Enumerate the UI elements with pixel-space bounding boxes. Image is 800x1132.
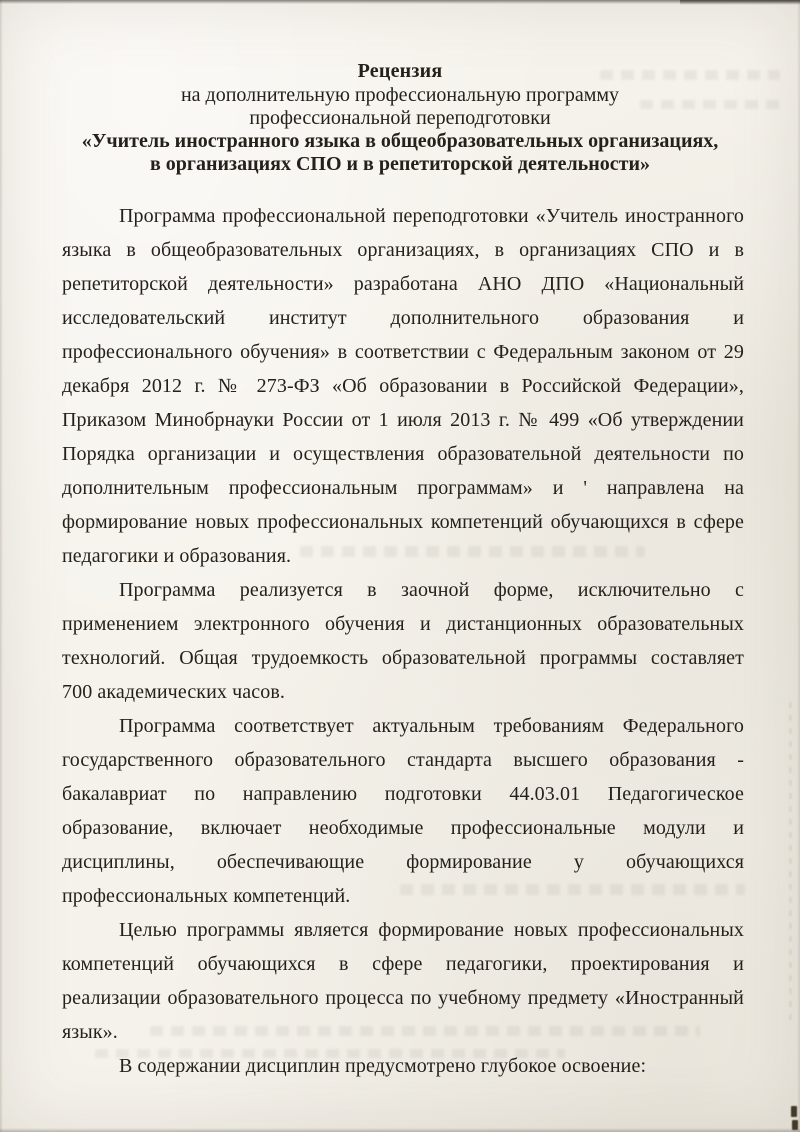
bleed-through-artifact [300, 546, 645, 557]
text-line: Программа соответствует актуальным требованиям Федерального [119, 715, 744, 737]
text-line: Порядка организации и осуществления образовательной деятельности по [62, 443, 744, 465]
scan-blemish-mark [791, 1106, 797, 1117]
program-title-line-1: «Учитель иностранного языка в общеобразовательных организациях, [81, 130, 719, 152]
text-line: 700 академических часов. [62, 681, 285, 703]
text-line: применением электронного обучения и дистанционных образовательных [62, 613, 744, 635]
scan-edge-top-right-artifact [680, 0, 800, 5]
scan-blemish-mark [792, 1120, 798, 1130]
text-line: профессионального обучения» в соответствии с Федеральным законом от 29 [62, 341, 744, 363]
bleed-through-artifact [400, 884, 745, 895]
bleed-through-artifact [640, 100, 780, 109]
text-line: Программа профессиональной переподготовки «Учитель иностранного [119, 205, 744, 227]
text-line: компетенций обучающихся в сфере педагогики, проектирования и [62, 953, 744, 975]
scan-edge-bottom-artifact [0, 1128, 800, 1132]
text-line: государственного образовательного стандарта высшего образования - [62, 749, 744, 771]
bleed-through-artifact [789, 700, 792, 1020]
text-line: Целью программы является формирование новых профессиональных [119, 919, 744, 941]
bleed-through-artifact [600, 70, 780, 80]
text-line: репетиторской деятельности» разработана АНО ДПО «Национальный [62, 273, 744, 295]
text-line: декабря 2012 г. № 273-ФЗ «Об образовании в Российской Федерации», [62, 375, 744, 397]
text-line: формирование новых профессиональных компетенций обучающихся в сфере [62, 511, 744, 533]
text-line: профессиональных компетенций. [62, 885, 351, 907]
bleed-through-artifact [95, 1049, 565, 1058]
scan-edge-left-artifact [0, 0, 3, 1132]
document-title: Рецензия [357, 60, 443, 82]
text-line: Программа реализуется в заочной форме, исключительно с [119, 579, 744, 601]
text-line: бакалавриат по направлению подготовки 44.03.01 Педагогическое [62, 783, 744, 805]
text-line: технологий. Общая трудоемкость образовательной программы составляет [62, 647, 744, 669]
text-line: дополнительным профессиональным программам» и ' направлена на [62, 477, 744, 499]
text-line: образование, включает необходимые профессиональные модули и [62, 817, 744, 839]
document-subtitle-line-2: профессиональной переподготовки [249, 107, 551, 129]
text-line: В содержании дисциплин предусмотрено глубокое освоение: [119, 1055, 647, 1077]
document-subtitle-line-1: на дополнительную профессиональную программу [180, 84, 620, 106]
text-line: Приказом Минобрнауки России от 1 июля 2013 г. № 499 «Об утверждении [62, 409, 744, 431]
text-line: реализации образовательного процесса по учебному предмету «Иностранный [62, 987, 744, 1009]
program-title-line-2: в организациях СПО и в репетиторской деятельности» [150, 153, 650, 175]
text-line: языка в общеобразовательных организациях, в организациях СПО и в [62, 239, 744, 261]
text-line: язык». [62, 1021, 118, 1043]
bleed-through-artifact [150, 1026, 700, 1036]
document-body [62, 199, 744, 1083]
text-line: исследовательский институт дополнительного образования и [62, 307, 744, 329]
text-line: педагогики и образования. [62, 545, 292, 567]
text-line: дисциплины, обеспечивающие формирование у обучающихся [62, 851, 744, 873]
